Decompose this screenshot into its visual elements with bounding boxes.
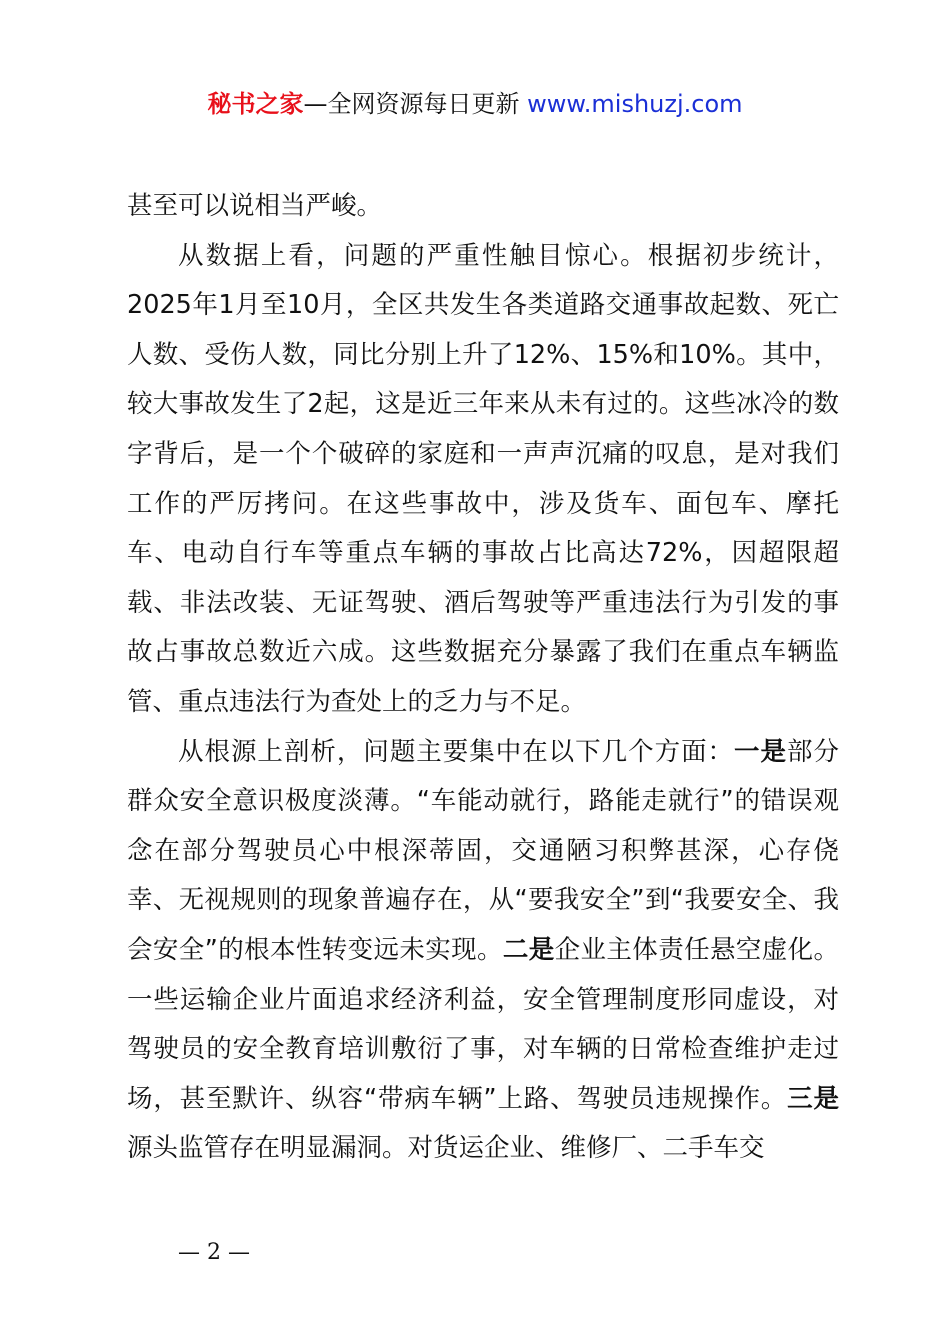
document-body (127, 182, 839, 1174)
point-one-label: 一是 (734, 736, 787, 767)
page-number: — 2 — (178, 1240, 250, 1265)
point-two-label: 二是 (502, 934, 555, 965)
root-causes-intro: 从根源上剖析，问题主要集中在以下几个方面： (178, 736, 735, 767)
paragraph-continuation: 甚至可以说相当严峻。 (127, 191, 383, 221)
point-three-text: 源头监管存在明显漏洞。对货运企业、维修厂、二手车交 (127, 1133, 765, 1164)
brand-name: 秘书之家 (207, 90, 304, 118)
header-tagline: —全网资源每日更新 (303, 90, 520, 118)
paragraph-root-causes (127, 728, 839, 1174)
site-url-link[interactable]: www.mishuzj.com (527, 90, 743, 118)
point-two-text: 企业主体责任悬空虚化。一些运输企业片面追求经济利益，安全管理制度形同虚设，对驾驶员的安全教育培训敷衍了事，对车辆的日常检查维护走过场，甚至默许、纵容“带病车辆”上路、驾驶员违规操作。 (127, 934, 839, 1114)
paragraph-statistics: 从数据上看，问题的严重性触目惊心。根据初步统计，2025年1月至10月，全区共发生各类道路交通事故起数、死亡人数、受伤人数，同比分别上升了12%、15%和10%。其中，较大事故发生了2起，这是近三年来从未有过的。这些冰冷的数字背后，是一个个破碎的家庭和一声声沉痛的叹息，是对我们工作的严厉拷问。在这些事故中，涉及货车、面包车、摩托车、电动自行车等重点车辆的事故占比高达72%，因超限超载、非法改装、无证驾驶、酒后驾驶等严重违法行为引发的事故占事故总数近六成。这些数据充分暴露了我们在重点车辆监管、重点违法行为查处上的乏力与不足。 (127, 240, 839, 717)
site-header (0, 86, 950, 122)
point-three-label: 三是 (787, 1083, 839, 1114)
point-one-text: 部分群众安全意识极度淡薄。“车能动就行，路能走就行”的错误观念在部分驾驶员心中根深蒂固，交通陋习积弊甚深，心存侥幸、无视规则的现象普遍存在，从“要我安全”到“我要安全、我会安全”的根本性转变远未实现。 (127, 736, 839, 965)
